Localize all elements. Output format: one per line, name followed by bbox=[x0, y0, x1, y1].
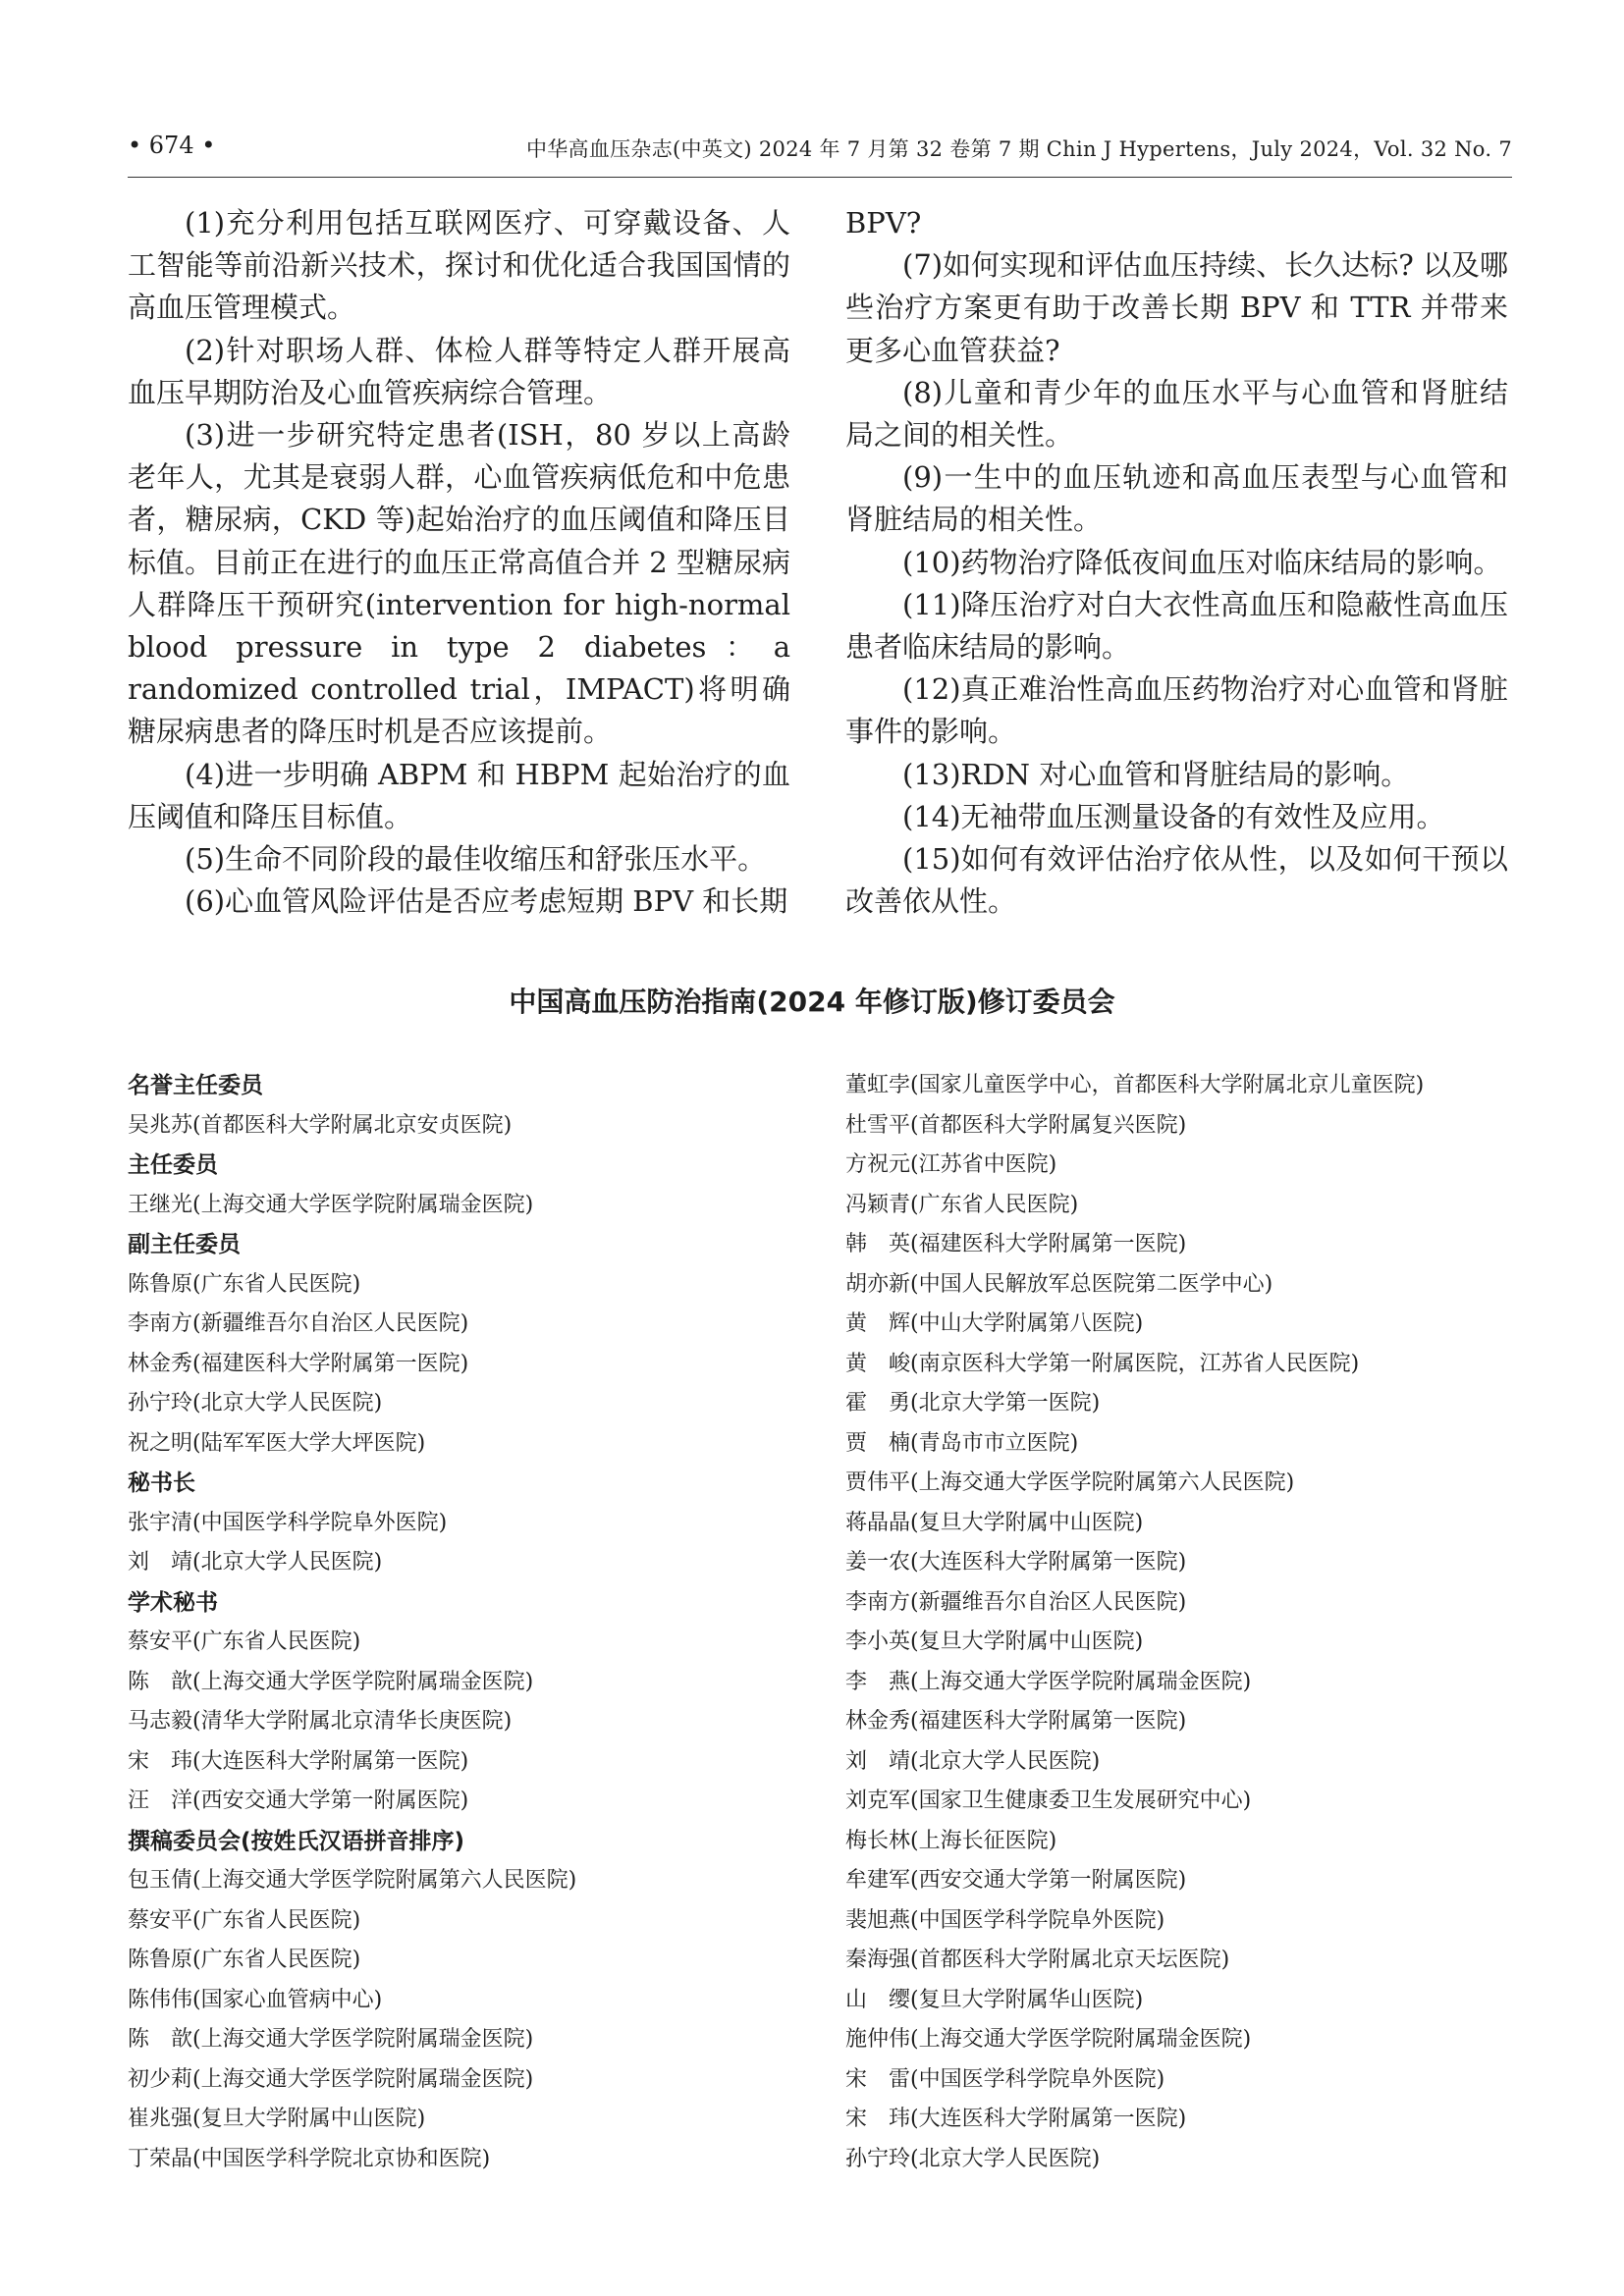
committee-member: 陈鲁原(广东省人民医院) bbox=[128, 1271, 361, 1297]
committee-role-heading: 撰稿委员会(按姓氏汉语拼音排序) bbox=[128, 1828, 465, 1854]
body-paragraph: (5)生命不同阶段的最佳收缩压和舒张压水平。 bbox=[185, 842, 767, 877]
body-paragraph: (11)降压治疗对白大衣性高血压和隐蔽性高血压患者临床结局的影响。 bbox=[845, 587, 1508, 665]
committee-member: 陈鲁原(广东省人民医院) bbox=[128, 1948, 361, 1972]
committee-member: 姜一农(大连医科大学附属第一医院) bbox=[845, 1550, 1187, 1575]
committee-title: 中国高血压防治指南(2024 年修订版)修订委员会 bbox=[509, 986, 1115, 1018]
committee-member: 宋 玮(大连医科大学附属第一医院) bbox=[845, 2107, 1187, 2131]
committee-member: 孙宁玲(北京大学人民医院) bbox=[845, 2146, 1101, 2171]
committee-member: 孙宁玲(北京大学人民医院) bbox=[128, 1391, 383, 1415]
committee-member: 吴兆苏(首都医科大学附属北京安贞医院) bbox=[128, 1112, 513, 1138]
committee-member: 冯颖青(广东省人民医院) bbox=[845, 1192, 1079, 1217]
committee-member: 刘 靖(北京大学人民医院) bbox=[128, 1550, 383, 1575]
body-column-right bbox=[845, 202, 1508, 923]
committee-member: 蒋晶晶(复旦大学附属中山医院) bbox=[845, 1510, 1144, 1535]
body-paragraph: (2)针对职场人群、体检人群等特定人群开展高血压早期防治及心血管疾病综合管理。 bbox=[128, 333, 790, 409]
body-paragraph: (1)充分利用包括互联网医疗、可穿戴设备、人工智能等前沿新兴技术，探讨和优化适合我国国情的高血压管理模式。 bbox=[128, 206, 790, 325]
body-paragraph: (4)进一步明确 ABPM 和 HBPM 起始治疗的血压阈值和降压目标值。 bbox=[128, 757, 790, 833]
committee-member: 梅长林(上海长征医院) bbox=[845, 1828, 1057, 1853]
body-paragraph: (12)真正难治性高血压药物治疗对心血管和肾脏事件的影响。 bbox=[845, 672, 1508, 749]
committee-member: 胡亦新(中国人民解放军总医院第二医学中心) bbox=[845, 1271, 1273, 1297]
body-paragraph: (10)药物治疗降低夜间血压对临床结局的影响。 bbox=[902, 545, 1502, 579]
committee-member: 陈 歆(上海交通大学医学院附属瑞金医院) bbox=[128, 1669, 534, 1694]
committee-member: 林金秀(福建医科大学附属第一医院) bbox=[128, 1351, 469, 1376]
committee-member: 包玉倩(上海交通大学医学院附属第六人民医院) bbox=[128, 1868, 577, 1893]
body-paragraph: (3)进一步研究特定患者(ISH，80 岁以上高龄老年人，尤其是衰弱人群，心血管疾病低危和中危患者，糖尿病，CKD 等)起始治疗的血压阈值和降压目标值。目前正在进行的血压正常高值合并 2 型糖尿病人群降压干预研究(intervention for high-normal blood pressure in type 2 diabetes：a randomized controlled trial，IMPACT)将明确糖尿病患者的降压时机是否应该提前。 bbox=[128, 418, 790, 749]
committee-member: 裴旭燕(中国医学科学院阜外医院) bbox=[845, 1907, 1165, 1933]
committee-member: 刘克军(国家卫生健康委卫生发展研究中心) bbox=[845, 1789, 1252, 1813]
committee-member: 李南方(新疆维吾尔自治区人民医院) bbox=[845, 1589, 1187, 1615]
running-header bbox=[128, 132, 1512, 171]
committee-member: 陈伟伟(国家心血管病中心) bbox=[128, 1987, 383, 2012]
committee-member: 李南方(新疆维吾尔自治区人民医院) bbox=[128, 1311, 469, 1336]
body-column-left bbox=[128, 202, 790, 923]
committee-member: 丁荣晶(中国医学科学院北京协和医院) bbox=[128, 2146, 491, 2171]
body-paragraph: (8)儿童和青少年的血压水平与心血管和肾脏结局之间的相关性。 bbox=[845, 375, 1508, 453]
committee-member: 李 燕(上海交通大学医学院附属瑞金医院) bbox=[845, 1669, 1252, 1694]
committee-member: 韩 英(福建医科大学附属第一医院) bbox=[845, 1232, 1187, 1256]
committee-member: 秦海强(首都医科大学附属北京天坛医院) bbox=[845, 1948, 1230, 1972]
committee-member: 汪 洋(西安交通大学第一附属医院) bbox=[128, 1789, 469, 1813]
committee-member: 牟建军(西安交通大学第一附属医院) bbox=[845, 1868, 1187, 1893]
committee-member: 宋 雷(中国医学科学院阜外医院) bbox=[845, 2066, 1165, 2092]
committee-member: 黄 峻(南京医科大学第一附属医院，江苏省人民医院) bbox=[845, 1351, 1360, 1376]
body-paragraph: BPV? bbox=[845, 206, 922, 240]
header-rule bbox=[128, 177, 1512, 178]
body-paragraph: (15)如何有效评估治疗依从性，以及如何干预以改善依从性。 bbox=[845, 842, 1508, 919]
committee-member: 贾伟平(上海交通大学医学院附属第六人民医院) bbox=[845, 1470, 1295, 1495]
committee-member: 刘 靖(北京大学人民医院) bbox=[845, 1748, 1101, 1774]
committee-member: 陈 歆(上海交通大学医学院附属瑞金医院) bbox=[128, 2027, 534, 2052]
committee-member: 祝之明(陆军军医大学大坪医院) bbox=[128, 1430, 426, 1456]
committee-role-heading: 副主任委员 bbox=[128, 1232, 241, 1257]
journal-citation: 中华高血压杂志(中英文) 2024 年 7 月第 32 卷第 7 期 Chin J Hypertens，July 2024，Vol. 32 No. 7 bbox=[525, 137, 1512, 161]
committee-member: 蔡安平(广东省人民医院) bbox=[128, 1629, 361, 1654]
committee-member: 王继光(上海交通大学医学院附属瑞金医院) bbox=[128, 1192, 534, 1217]
committee-member: 马志毅(清华大学附属北京清华长庚医院) bbox=[128, 1709, 513, 1734]
body-paragraph: (7)如何实现和评估血压持续、长久达标? 以及哪些治疗方案更有助于改善长期 BPV 和 TTR 并带来更多心血管获益? bbox=[845, 248, 1508, 367]
body-paragraph: (13)RDN 对心血管和肾脏结局的影响。 bbox=[902, 757, 1410, 791]
body-paragraph: (14)无袖带血压测量设备的有效性及应用。 bbox=[902, 799, 1445, 833]
committee-role-heading: 主任委员 bbox=[128, 1152, 218, 1178]
committee-role-heading: 学术秘书 bbox=[128, 1589, 218, 1616]
committee-member: 张宇清(中国医学科学院阜外医院) bbox=[128, 1510, 448, 1535]
committee-member: 初少莉(上海交通大学医学院附属瑞金医院) bbox=[128, 2066, 534, 2092]
committee-member: 贾 楠(青岛市市立医院) bbox=[845, 1430, 1079, 1456]
committee-member: 方祝元(江苏省中医院) bbox=[845, 1152, 1057, 1177]
committee-member: 蔡安平(广东省人民医院) bbox=[128, 1907, 361, 1933]
committee-member: 黄 辉(中山大学附属第八医院) bbox=[845, 1311, 1144, 1336]
committee-member: 山 缨(复旦大学附属华山医院) bbox=[845, 1987, 1144, 2012]
committee-role-heading: 秘书长 bbox=[128, 1470, 195, 1496]
page-number: • 674 • bbox=[128, 132, 216, 159]
committee-member: 宋 玮(大连医科大学附属第一医院) bbox=[128, 1748, 469, 1774]
committee-role-heading: 名誉主任委员 bbox=[128, 1073, 263, 1098]
committee-member: 崔兆强(复旦大学附属中山医院) bbox=[128, 2107, 426, 2131]
committee-member: 董虹孛(国家儿童医学中心，首都医科大学附属北京儿童医院) bbox=[845, 1073, 1425, 1097]
committee-list-right bbox=[845, 1066, 1424, 2179]
committee-member: 霍 勇(北京大学第一医院) bbox=[845, 1391, 1101, 1415]
committee-list-left bbox=[128, 1066, 576, 2179]
committee-member: 林金秀(福建医科大学附属第一医院) bbox=[845, 1709, 1187, 1734]
body-paragraph: (6)心血管风险评估是否应考虑短期 BPV 和长期 bbox=[185, 884, 788, 919]
committee-member: 施仲伟(上海交通大学医学院附属瑞金医院) bbox=[845, 2027, 1252, 2052]
committee-member: 李小英(复旦大学附属中山医院) bbox=[845, 1629, 1144, 1654]
body-paragraph: (9)一生中的血压轨迹和高血压表型与心血管和肾脏结局的相关性。 bbox=[845, 460, 1508, 537]
committee-member: 杜雪平(首都医科大学附属复兴医院) bbox=[845, 1112, 1187, 1138]
